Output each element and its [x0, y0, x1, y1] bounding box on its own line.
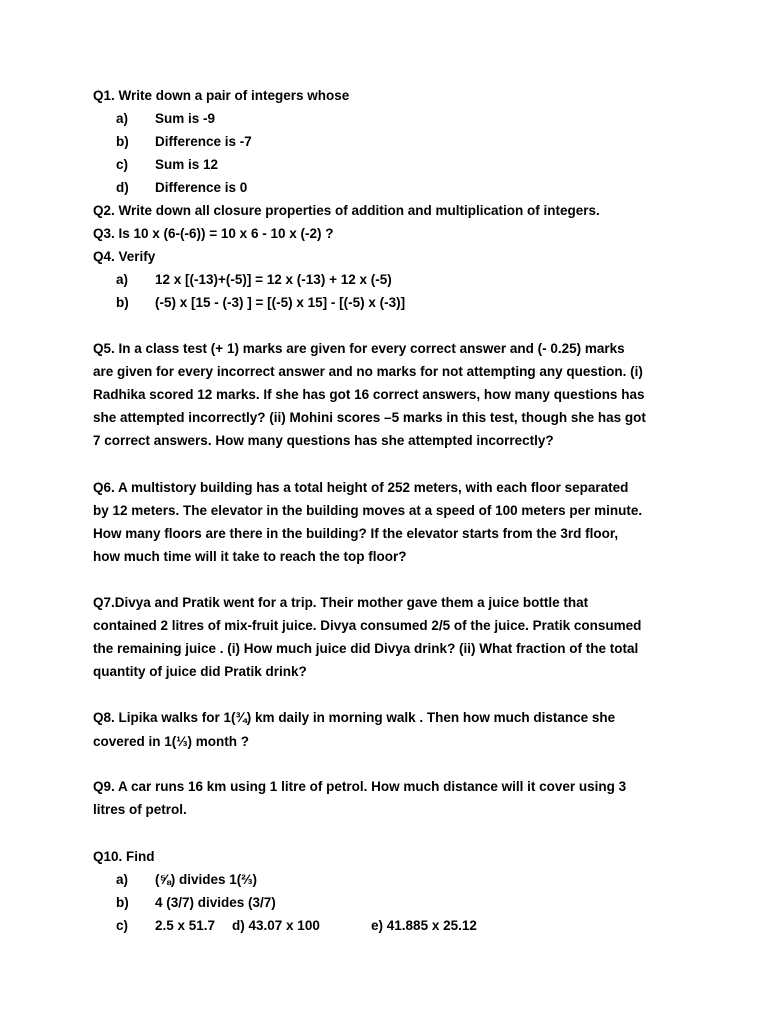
q10-row-cde	[116, 914, 477, 937]
q1-part-d	[116, 176, 247, 199]
q1-part-b	[116, 130, 252, 153]
q10-part-c-label: c)	[116, 918, 129, 933]
q7-line-2: contained 2 litres of mix-fruit juice. Divya consumed 2/5 of the juice. Pratik consumed	[93, 618, 642, 633]
q1-part-c	[116, 153, 218, 176]
q2-text: Q2. Write down all closure properties of addition and multiplication of integers.	[93, 203, 600, 218]
q6-line-3: How many floors are there in the building? If the elevator starts from the 3rd floor,	[93, 526, 619, 541]
q1-part-d-text: Difference is 0	[155, 180, 248, 195]
q4-part-b-label: b)	[116, 295, 129, 310]
q4-part-a	[116, 268, 392, 291]
q1-part-a	[116, 107, 215, 130]
q1-part-c-text: Sum is 12	[155, 157, 219, 172]
q6-line-2: by 12 meters. The elevator in the building moves at a speed of 100 meters per minute.	[93, 503, 643, 518]
q9-line-2: litres of petrol.	[93, 802, 187, 817]
q4-part-a-label: a)	[116, 272, 129, 287]
q8-line-1: Q8. Lipika walks for 1(¾) km daily in morning walk . Then how much distance she	[93, 710, 616, 725]
q9-line-1: Q9. A car runs 16 km using 1 litre of petrol. How much distance will it cover using 3	[93, 779, 627, 794]
q1-part-a-text: Sum is -9	[155, 111, 216, 126]
q6-line-4: how much time will it take to reach the top floor?	[93, 549, 407, 564]
q7-line-1: Q7.Divya and Pratik went for a trip. Their mother gave them a juice bottle that	[93, 595, 589, 610]
q7-line-4: quantity of juice did Pratik drink?	[93, 664, 307, 679]
q4-part-b	[116, 291, 405, 314]
q10-part-d-label: d)	[232, 918, 245, 933]
q10-part-a-text: (⅝) divides 1(⅔)	[155, 872, 258, 887]
q1-stem: Q1. Write down a pair of integers whose	[93, 88, 350, 103]
q10-part-a	[116, 868, 257, 891]
q10-part-b-label: b)	[116, 895, 129, 910]
q4-part-a-text: 12 x [(-13)+(-5)] = 12 x (-13) + 12 x (-5)	[155, 272, 392, 287]
q10-part-d-text: 43.07 x 100	[248, 918, 320, 933]
q5-line-3: Radhika scored 12 marks. If she has got 16 correct answers, how many questions has	[93, 387, 645, 402]
q1-part-d-label: d)	[116, 180, 129, 195]
q10-part-e-text: 41.885 x 25.12	[386, 918, 477, 933]
q1-part-b-label: b)	[116, 134, 129, 149]
q5-line-5: 7 correct answers. How many questions has she attempted incorrectly?	[93, 433, 554, 448]
q10-part-e-label: e)	[371, 918, 384, 933]
q1-part-a-label: a)	[116, 111, 129, 126]
q8-line-2: covered in 1(⅓) month ?	[93, 734, 250, 749]
q5-line-2: are given for every incorrect answer and no marks for not attempting any question. (i)	[93, 364, 643, 379]
q7-line-3: the remaining juice . (i) How much juice did Divya drink? (ii) What fraction of the total	[93, 641, 639, 656]
q10-part-c	[116, 914, 232, 937]
q10-part-a-label: a)	[116, 872, 129, 887]
q6-line-1: Q6. A multistory building has a total height of 252 meters, with each floor separated	[93, 480, 629, 495]
q10-part-b	[116, 891, 276, 914]
q10-part-d	[232, 914, 371, 937]
q10-stem: Q10. Find	[93, 849, 155, 864]
q10-part-b-text: 4 (3/7) divides (3/7)	[155, 895, 276, 910]
q10-part-c-text: 2.5 x 51.7	[155, 918, 216, 933]
q10-part-e	[371, 914, 477, 937]
q4-part-b-text: (-5) x [15 - (-3) ] = [(-5) x 15] - [(-5) x (-3)]	[155, 295, 406, 310]
q5-line-4: she attempted incorrectly? (ii) Mohini scores –5 marks in this test, though she has got	[93, 410, 646, 425]
q1-part-c-label: c)	[116, 157, 129, 172]
q3-text: Q3. Is 10 x (6-(-6)) = 10 x 6 - 10 x (-2) ?	[93, 226, 334, 241]
q1-part-b-text: Difference is -7	[155, 134, 252, 149]
q5-line-1: Q5. In a class test (+ 1) marks are given for every correct answer and (- 0.25) marks	[93, 341, 625, 356]
q4-stem: Q4. Verify	[93, 249, 156, 264]
